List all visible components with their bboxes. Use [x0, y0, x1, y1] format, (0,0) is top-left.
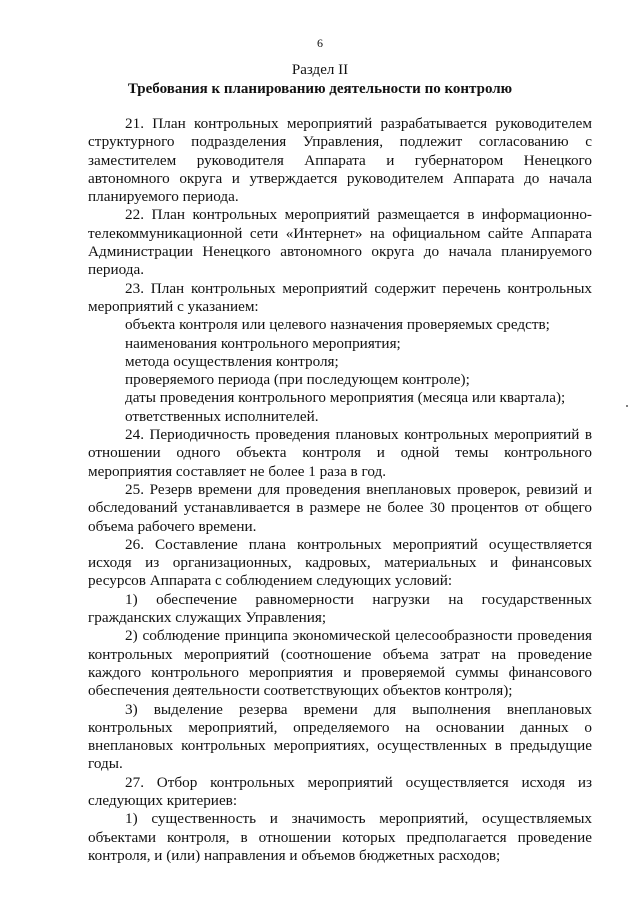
- list-item: даты проведения контрольного мероприятия (месяца или квартала);: [125, 389, 566, 407]
- list-item: объекта контроля или целевого назначения проверяемых средств;: [125, 316, 550, 334]
- list-item: проверяемого периода (при последующем контроле);: [125, 371, 470, 389]
- subitem-26-2: 2) соблюдение принципа экономической целесообразности проведения контрольных мероприятий (соотношение объема затрат на проведение каждого контрольного мероприятия и проверяемой суммы финансового обеспечения деятельности соответствующих объектов контроля);: [88, 627, 592, 700]
- list-item: ответственных исполнителей.: [125, 407, 319, 425]
- subitem-27-1: 1) существенность и значимость мероприятий, осуществляемых объектами контроля, в отношении которых предполагается проведение контроля, и (или) направления и объемов бюджетных расходов;: [88, 810, 592, 864]
- subitem-26-3: 3) выделение резерва времени для выполнения внеплановых контрольных мероприятий, определяемого на основании данных о внеплановых контрольных мероприятиях, осуществленных в предыдущие годы.: [88, 700, 592, 773]
- scan-speck: [626, 405, 628, 407]
- list-item: наименования контрольного мероприятия;: [125, 334, 401, 352]
- paragraph-25: 25. Резерв времени для проведения внеплановых проверок, ревизий и обследований устанавливается в размере не более 30 процентов от общего объема рабочего времени.: [88, 480, 592, 535]
- subitem-26-1: 1) обеспечение равномерности нагрузки на государственных гражданских служащих Управления;: [88, 590, 592, 627]
- paragraph-26: 26. Составление плана контрольных мероприятий осуществляется исходя из организационных, кадровых, материальных и финансовых ресурсов Аппарата с соблюдением следующих условий:: [88, 535, 592, 590]
- list-item: метода осуществления контроля;: [125, 352, 339, 370]
- paragraph-21: 21. План контрольных мероприятий разрабатывается руководителем структурного подразделения Управления, подлежит согласованию с заместителем руководителя Аппарата и губернатором Ненецкого автономного округа и утверждается руководителем Аппарата до начала планируемого периода.: [88, 115, 592, 206]
- document-body: [88, 115, 592, 865]
- page-number: 6: [317, 36, 323, 50]
- paragraph-24: 24. Периодичность проведения плановых контрольных мероприятий в отношении одного объекта контроля и одной темы контрольного мероприятия составляет не более 1 раза в год.: [88, 426, 592, 480]
- paragraph-27: 27. Отбор контрольных мероприятий осуществляется исходя из следующих критериев:: [88, 773, 592, 809]
- section-title: Требования к планированию деятельности по контролю: [127, 81, 513, 97]
- section-label: Раздел II: [291, 62, 349, 78]
- paragraph-23: 23. План контрольных мероприятий содержит перечень контрольных мероприятий с указанием:: [88, 279, 592, 315]
- paragraph-22: 22. План контрольных мероприятий размещается в информационно-телекоммуникационной сети «Интернет» на официальном сайте Аппарата Администрации Ненецкого автономного округа до начала планируемого периода.: [88, 206, 592, 279]
